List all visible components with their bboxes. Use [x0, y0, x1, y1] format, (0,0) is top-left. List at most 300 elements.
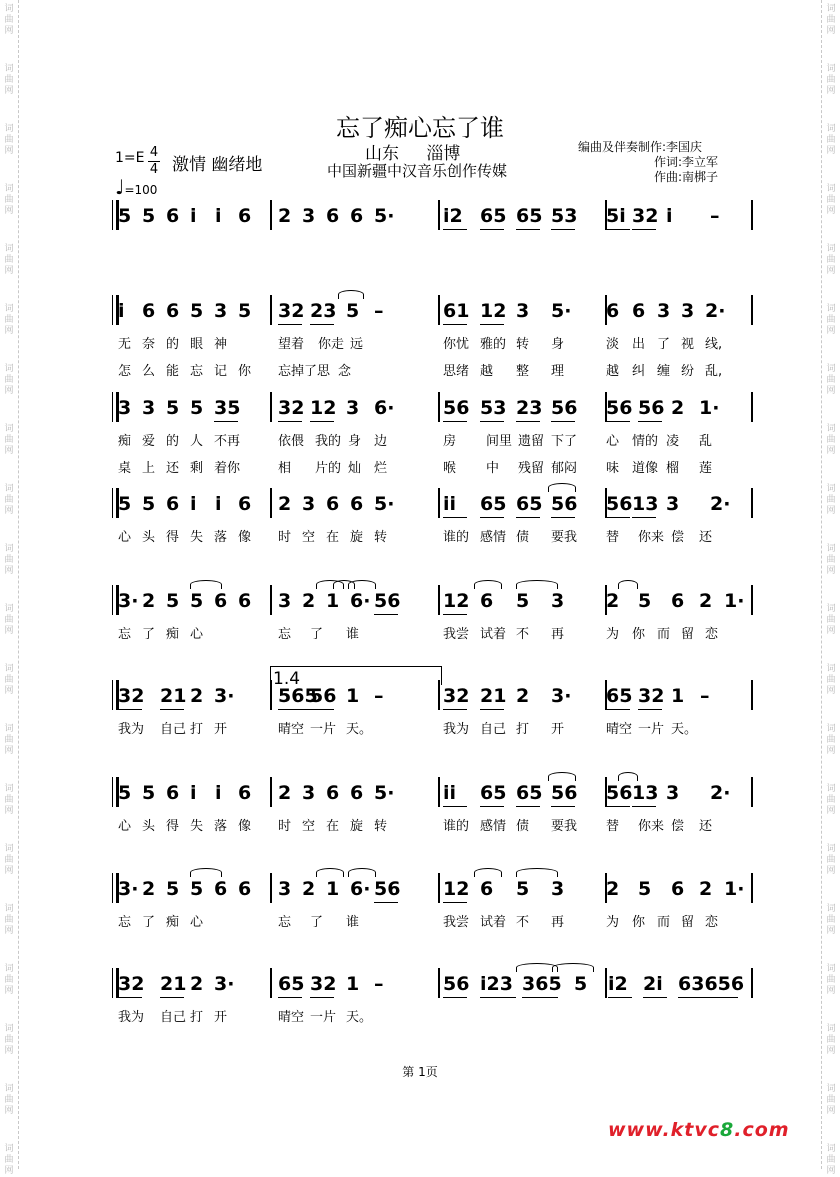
slur — [190, 868, 222, 877]
lyricist-credit: 作词:李立军 — [654, 155, 719, 169]
lyric-syllable: 天。 — [346, 1010, 373, 1025]
beam-underline — [632, 806, 656, 807]
note: i23 — [480, 973, 513, 995]
watermark: 词曲网 — [4, 964, 14, 996]
lyric-syllable: 留 — [681, 915, 695, 930]
lyric-syllable: 时 — [278, 819, 292, 834]
note: 56 — [606, 782, 633, 804]
lyric-syllable: 晴空 — [278, 722, 305, 737]
lyric-syllable: 边 — [374, 434, 388, 449]
beam-underline — [443, 902, 467, 903]
lyric-syllable: 的 — [166, 337, 180, 352]
watermark: 词曲网 — [4, 244, 14, 276]
note-line — [118, 685, 758, 715]
lyric-syllable: 了 — [310, 915, 324, 930]
lyric-syllable: 而 — [657, 915, 671, 930]
lyric-syllable: 空 — [302, 819, 316, 834]
note: 12 — [480, 300, 507, 322]
watermark: 词曲网 — [826, 124, 836, 156]
note: 2 — [302, 590, 316, 612]
beam-underline — [443, 229, 467, 230]
lyric-syllable: 头 — [142, 819, 156, 834]
lyric-syllable: 转 — [374, 819, 388, 834]
note: 2 — [190, 973, 204, 995]
lyric-syllable: 你走 — [318, 337, 345, 352]
lyric-syllable: 感情 — [480, 530, 507, 545]
slur — [474, 580, 502, 589]
lyric-syllable: 理 — [551, 364, 565, 379]
beam-underline — [632, 229, 656, 230]
note: 5 — [238, 300, 252, 322]
lyric-syllable: 身 — [551, 337, 565, 352]
note: 5 — [190, 878, 204, 900]
watermark: 词曲网 — [4, 424, 14, 456]
note: 3 — [302, 205, 316, 227]
lyric-syllable: 淡 — [606, 337, 620, 352]
beam-underline — [606, 421, 630, 422]
beam-underline — [310, 709, 334, 710]
logo-main: www.ktvc — [608, 1119, 721, 1141]
lyric-syllable: 我为 — [118, 1010, 145, 1025]
beam-underline — [443, 709, 467, 710]
slur — [516, 580, 558, 589]
lyric-syllable: 忘 — [278, 627, 292, 642]
beam-underline — [443, 614, 467, 615]
slur — [548, 772, 576, 781]
beam-underline — [480, 517, 504, 518]
note-line — [118, 205, 758, 235]
lyric-syllable: 喉 — [443, 461, 457, 476]
lyric-syllable: 心 — [190, 627, 204, 642]
lyric-syllable: 替 — [606, 819, 620, 834]
beam-underline — [606, 517, 630, 518]
beam-underline — [480, 324, 504, 325]
note: 53 — [480, 397, 507, 419]
note: i — [666, 205, 673, 227]
lyric-syllable: 了 — [142, 915, 156, 930]
note: 13 — [632, 782, 659, 804]
lyric-syllable: 了 — [310, 627, 324, 642]
lyric-syllable: 开 — [214, 722, 228, 737]
lyric-syllable: 遗留 — [518, 434, 545, 449]
watermark: 词曲网 — [4, 484, 14, 516]
lyric-syllable: 思绪 — [443, 364, 470, 379]
note: 3 — [666, 493, 680, 515]
lyric-syllable: 偿 — [671, 819, 685, 834]
lyric-syllable: 记 — [214, 364, 228, 379]
lyric-syllable: 打 — [190, 1010, 204, 1025]
lyric-syllable: 烂 — [374, 461, 388, 476]
lyric-syllable: 怎 — [118, 364, 132, 379]
note-line — [118, 397, 758, 427]
note: 65 — [516, 493, 543, 515]
note: 2 — [699, 878, 713, 900]
slur — [348, 868, 376, 877]
note: 65 — [606, 685, 633, 707]
lyric-syllable: 而 — [657, 627, 671, 642]
lyric-syllable: 在 — [326, 819, 340, 834]
note: 5 — [166, 590, 180, 612]
note: 3 — [657, 300, 671, 322]
note: 3 — [214, 300, 228, 322]
lyric-syllable: 中 — [486, 461, 500, 476]
note: 6 — [326, 205, 340, 227]
note: 56 — [310, 685, 337, 707]
note: 56 — [551, 397, 578, 419]
note: 21 — [160, 685, 187, 707]
beam-underline — [551, 421, 575, 422]
lyric-syllable: 替 — [606, 530, 620, 545]
left-margin-strip — [0, 0, 19, 1176]
beam-underline — [214, 421, 238, 422]
lyric-syllable: 眼 — [190, 337, 204, 352]
lyric-syllable: 痴 — [166, 627, 180, 642]
time-signature-bottom: 4 — [149, 162, 159, 177]
lyric-syllable: 念 — [338, 364, 352, 379]
note: ii — [443, 493, 457, 515]
mood-marking: 激情 幽绪地 — [172, 155, 263, 175]
note: 32 — [278, 397, 305, 419]
note: 61 — [443, 300, 470, 322]
tempo-marking — [115, 175, 157, 199]
lyric-syllable: 视 — [681, 337, 695, 352]
tempo-value: =100 — [124, 183, 158, 197]
lyric-syllable: 自己 — [480, 722, 507, 737]
lyric-syllable: 打 — [516, 722, 530, 737]
beam-underline — [443, 806, 467, 807]
logo-suffix: .com — [734, 1119, 790, 1141]
note-line — [118, 590, 758, 620]
note: 5 — [190, 397, 204, 419]
lyric-syllable: 了 — [142, 627, 156, 642]
lyric-syllable: 郁闷 — [551, 461, 578, 476]
lyric-syllable: 旋 — [350, 819, 364, 834]
lyric-syllable: 失 — [190, 819, 204, 834]
lyric-syllable: 望着 — [278, 337, 305, 352]
note: 6 — [671, 878, 685, 900]
note: i — [215, 782, 222, 804]
note: 1· — [724, 590, 745, 612]
watermark: 词曲网 — [4, 604, 14, 636]
note: 32 — [118, 685, 145, 707]
note: i — [215, 205, 222, 227]
slur — [516, 868, 558, 877]
lyric-syllable: 你来 — [638, 530, 665, 545]
beam-underline — [278, 709, 314, 710]
volta-bracket — [270, 666, 442, 689]
lyric-syllable: 时 — [278, 530, 292, 545]
watermark: 词曲网 — [826, 1084, 836, 1116]
lyric-syllable: 不 — [516, 915, 530, 930]
lyric-syllable: 落 — [214, 530, 228, 545]
lyric-syllable: 了 — [657, 337, 671, 352]
note: 53 — [551, 205, 578, 227]
note: 2· — [710, 782, 731, 804]
note: 2 — [278, 205, 292, 227]
watermark: 词曲网 — [826, 664, 836, 696]
key-signature: 1=E — [115, 150, 145, 166]
note: 65 — [480, 205, 507, 227]
lyric-syllable: 空 — [302, 530, 316, 545]
note: 6 — [238, 493, 252, 515]
beam-underline — [278, 421, 302, 422]
lyric-syllable: 转 — [374, 530, 388, 545]
lyric-syllable: 试着 — [480, 915, 507, 930]
slur — [474, 868, 502, 877]
note: 3 — [346, 397, 360, 419]
lyric-syllable: 债 — [516, 819, 530, 834]
note: 5 — [166, 397, 180, 419]
beam-underline — [551, 806, 575, 807]
beam-underline — [310, 324, 334, 325]
note: 2i — [643, 973, 663, 995]
note: 56 — [551, 493, 578, 515]
lyric-syllable: 越 — [480, 364, 494, 379]
note: 3 — [278, 590, 292, 612]
note: 5 — [166, 878, 180, 900]
watermark: 词曲网 — [826, 64, 836, 96]
lyric-syllable: 纠 — [632, 364, 646, 379]
note: i — [190, 493, 197, 515]
lyric-syllable: 心 — [190, 915, 204, 930]
note: 65 — [480, 493, 507, 515]
beam-underline — [278, 324, 302, 325]
note: 12 — [310, 397, 337, 419]
note: 2 — [278, 493, 292, 515]
watermark: 词曲网 — [826, 964, 836, 996]
lyric-syllable: 整 — [516, 364, 530, 379]
lyric-syllable: 上 — [142, 461, 156, 476]
lyric-syllable: 晴空 — [606, 722, 633, 737]
note: 32 — [278, 300, 305, 322]
note: 12 — [443, 590, 470, 612]
watermark: 词曲网 — [4, 844, 14, 876]
lyric-syllable: 要我 — [551, 530, 578, 545]
lyric-syllable: 的 — [166, 434, 180, 449]
lyric-syllable: 奈 — [142, 337, 156, 352]
note: 35 — [214, 397, 241, 419]
lyric-syllable: 我为 — [443, 722, 470, 737]
lyric-syllable: 感情 — [480, 819, 507, 834]
note: 63656 — [678, 973, 745, 995]
beam-underline — [480, 229, 504, 230]
note: 5 — [190, 300, 204, 322]
note: 3· — [118, 590, 139, 612]
note: 56 — [374, 878, 401, 900]
note: 5 — [118, 493, 132, 515]
lyric-syllable: 还 — [166, 461, 180, 476]
note: 6 — [214, 878, 228, 900]
watermark: 词曲网 — [826, 304, 836, 336]
note: 5 — [638, 878, 652, 900]
watermark: 词曲网 — [4, 724, 14, 756]
lyric-syllable: 一片 — [310, 722, 337, 737]
note-line — [118, 300, 758, 330]
note: 6 — [238, 590, 252, 612]
note: 5 — [516, 878, 530, 900]
lyric-syllable: 情的 — [632, 434, 659, 449]
lyric-syllable: 间里 — [486, 434, 513, 449]
watermark: 词曲网 — [826, 4, 836, 36]
lyric-syllable: 心 — [118, 530, 132, 545]
watermark: 词曲网 — [826, 784, 836, 816]
lyric-syllable: 恋 — [705, 915, 719, 930]
lyric-syllable: 凌 — [666, 434, 680, 449]
note: 2 — [190, 685, 204, 707]
note: 56 — [374, 590, 401, 612]
lyric-syllable: 头 — [142, 530, 156, 545]
note: i — [190, 782, 197, 804]
lyric-syllable: 下了 — [551, 434, 578, 449]
beam-underline — [310, 421, 334, 422]
lyric-syllable: 能 — [166, 364, 180, 379]
note: 23 — [516, 397, 543, 419]
note: 21 — [160, 973, 187, 995]
note-line — [118, 493, 758, 523]
lyric-syllable: 我尝 — [443, 915, 470, 930]
note: 65 — [516, 782, 543, 804]
lyric-syllable: 爱 — [142, 434, 156, 449]
watermark: 词曲网 — [4, 1084, 14, 1116]
note: – — [700, 685, 710, 707]
lyric-syllable: 灿 — [348, 461, 362, 476]
lyric-syllable: 片的 — [315, 461, 342, 476]
note: 1· — [724, 878, 745, 900]
note: 6 — [606, 300, 620, 322]
note: 3 — [681, 300, 695, 322]
beam-underline — [608, 997, 632, 998]
note: 3 — [278, 878, 292, 900]
note: 6 — [142, 300, 156, 322]
lyric-syllable: 留 — [681, 627, 695, 642]
lyric-syllable: 偿 — [671, 530, 685, 545]
watermark: 词曲网 — [4, 184, 14, 216]
lyric-syllable: 身 — [348, 434, 362, 449]
lyric-syllable: 旋 — [350, 530, 364, 545]
watermark: 词曲网 — [826, 484, 836, 516]
watermark: 词曲网 — [826, 604, 836, 636]
note: 2 — [516, 685, 530, 707]
note: 65 — [480, 782, 507, 804]
note: 5 — [142, 493, 156, 515]
note: 6 — [326, 493, 340, 515]
watermark: 词曲网 — [826, 544, 836, 576]
beam-underline — [480, 997, 516, 998]
note: 2· — [705, 300, 726, 322]
note: 1 — [326, 878, 340, 900]
note: 56 — [638, 397, 665, 419]
slur — [316, 868, 344, 877]
logo-accent: 8 — [720, 1119, 735, 1141]
watermark: 词曲网 — [826, 364, 836, 396]
lyric-syllable: 纷 — [681, 364, 695, 379]
note: 5 — [346, 300, 360, 322]
note: i2 — [443, 205, 463, 227]
note: – — [374, 973, 384, 995]
lyric-syllable: 忘 — [118, 915, 132, 930]
right-margin-strip — [821, 0, 840, 1176]
note: 5· — [374, 782, 395, 804]
lyric-syllable: 开 — [551, 722, 565, 737]
composer-credit: 作曲:南梆子 — [654, 170, 719, 184]
lyric-syllable: 再 — [551, 915, 565, 930]
note: 1 — [671, 685, 685, 707]
lyric-syllable: 我为 — [118, 722, 145, 737]
beam-underline — [160, 997, 184, 998]
beam-underline — [516, 229, 540, 230]
beam-underline — [118, 709, 142, 710]
slur — [618, 772, 638, 781]
lyric-syllable: 要我 — [551, 819, 578, 834]
quarter-note-icon: ♩ — [115, 175, 125, 199]
note: 56 — [606, 493, 633, 515]
lyric-syllable: 恋 — [705, 627, 719, 642]
beam-underline — [516, 806, 540, 807]
lyric-syllable: 远 — [350, 337, 364, 352]
lyric-syllable: 痴 — [166, 915, 180, 930]
beam-underline — [678, 997, 738, 998]
lyric-syllable: 试着 — [480, 627, 507, 642]
slur — [552, 963, 594, 972]
note: 2 — [606, 878, 620, 900]
lyric-syllable: 忘掉 — [278, 364, 305, 379]
note: 3 — [118, 397, 132, 419]
note: 565 — [278, 685, 318, 707]
note: 3· — [214, 973, 235, 995]
note: 5 — [118, 205, 132, 227]
beam-underline — [606, 806, 630, 807]
page-number: 第 1页 — [402, 1065, 438, 1079]
note: 56 — [443, 973, 470, 995]
lyric-syllable: 缠 — [657, 364, 671, 379]
note: 6 — [238, 205, 252, 227]
note: 23 — [310, 300, 337, 322]
note: 5 — [142, 205, 156, 227]
slur — [618, 580, 638, 589]
note: 3· — [551, 685, 572, 707]
note: 2 — [142, 878, 156, 900]
note: 6 — [238, 878, 252, 900]
watermark: 词曲网 — [4, 664, 14, 696]
beam-underline — [374, 614, 398, 615]
song-origin: 山东 淄博 — [365, 144, 461, 164]
watermark: 词曲网 — [4, 4, 14, 36]
lyric-syllable: 债 — [516, 530, 530, 545]
beam-underline — [606, 229, 630, 230]
watermark: 词曲网 — [4, 304, 14, 336]
lyric-syllable: 不再 — [214, 434, 241, 449]
slur — [548, 483, 576, 492]
note: 32 — [443, 685, 470, 707]
beam-underline — [522, 997, 558, 998]
slur — [316, 580, 344, 589]
lyric-syllable: 天。 — [671, 722, 698, 737]
lyric-syllable: 人 — [190, 434, 204, 449]
note: i — [215, 493, 222, 515]
lyric-syllable: 我的 — [315, 434, 342, 449]
note: 6 — [350, 782, 364, 804]
note: 5 — [118, 782, 132, 804]
beam-underline — [118, 997, 142, 998]
watermark: 词曲网 — [4, 784, 14, 816]
lyric-syllable: 失 — [190, 530, 204, 545]
lyric-syllable: 你来 — [638, 819, 665, 834]
note: 2 — [142, 590, 156, 612]
beam-underline — [374, 902, 398, 903]
note: 32 — [638, 685, 665, 707]
lyric-syllable: 在 — [326, 530, 340, 545]
note: 5· — [374, 205, 395, 227]
